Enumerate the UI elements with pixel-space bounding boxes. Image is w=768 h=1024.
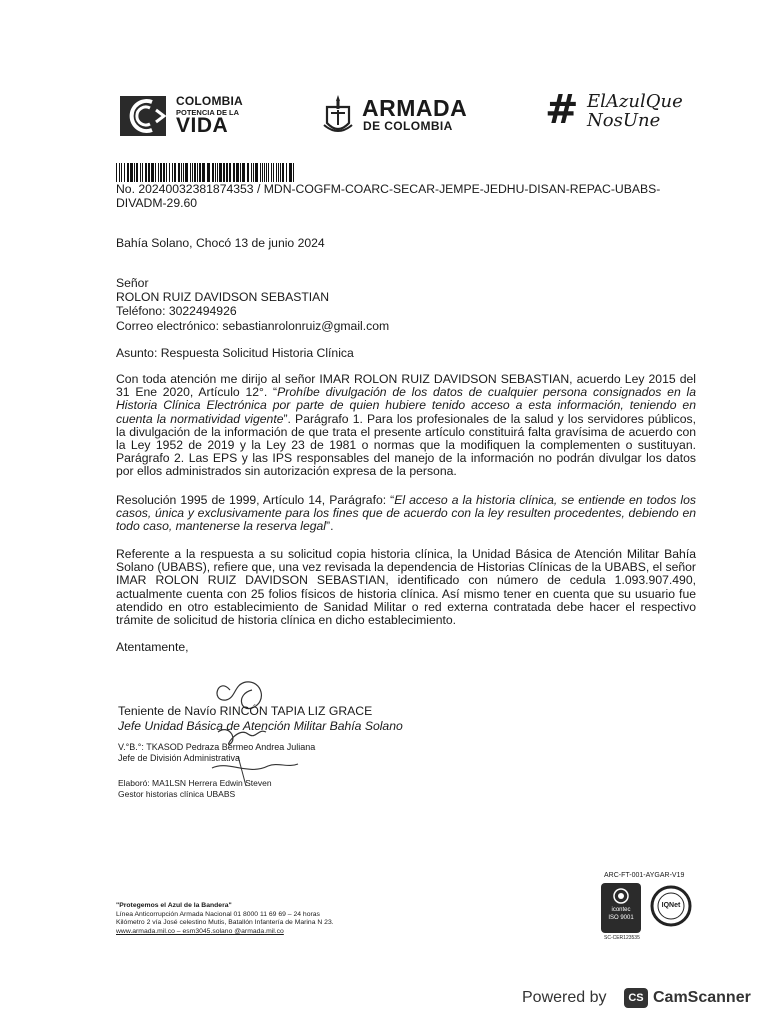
- naval-shield-icon: [322, 93, 354, 137]
- body-paragraph-1: Con toda atención me dirijo al señor IMAR ROLON RUIZ DAVIDSON SEBASTIAN, acuerdo Ley 2015 del 31 Ene 2020, Artículo 12°. “Prohíbe divulgación de los datos de cualquier persona consignados en la Historia Clínica Electrónica por parte de quien hubiere tenido acceso a esta información, teniendo en cuenta la normatividad vigente”. Parágrafo 1. Para los profesionales de la salud y los servidores públicos, la divulgación de la información de que trata el presente artículo constituirá falta gravísima de acuerdo con la Ley 1952 de 2019 y la Ley 23 de 1981 o normas que la modifiquen la complementen o sustituyan. Parágrafo 2. Las EPS y las IPS responsables del manejo de la información no podrán divulgar los datos por ellos administrados sin autorización expresa de la persona.: [116, 372, 696, 479]
- hashtag-icon: #: [545, 86, 579, 133]
- recipient-phone: Teléfono: 3022494926: [116, 304, 237, 319]
- recipient-salutation: Señor: [116, 276, 149, 290]
- recipient-block: [116, 276, 389, 333]
- body-paragraph-2: Resolución 1995 de 1999, Artículo 14, Parágrafo: “El acceso a la historia clínica, se entiende en todos los casos, única y exclusivamente para los fines que de acuerdo con la ley resulten procedentes, debiendo en todo caso, mantenerse la reserva legal”.: [116, 493, 696, 534]
- camscanner-watermark: Powered by CS CamScanner: [522, 989, 751, 1006]
- colombia-logo-mark-icon: [120, 96, 166, 136]
- body-paragraph-3: Referente a la respuesta a su solicitud copia historia clínica, la Unidad Básica de Atención Militar Bahía Solano (UBABS), refiere que, una vez revisada la dependencia de Historias Clínicas de la UBABS, el señor IMAR ROLON RUIZ DAVIDSON SEBASTIAN, identificado con número de cedula 1.093.907.490, actualmente cuenta con 25 folios físicos de historia clínica. Así mismo tener en cuenta que su usuario fue atendido en otro establecimiento de Sanidad Militar o red externa contratada debe hacer el respectivo trámite de solicitud de historia clínica en dicho establecimiento.: [116, 547, 696, 628]
- recipient-name: ROLON RUIZ DAVIDSON SEBASTIAN: [116, 290, 330, 305]
- colombia-potencia-de-la-vida-logo: COLOMBIA POTENCIA DE LA VIDA: [120, 94, 250, 138]
- subject-line: Asunto: Respuesta Solicitud Historia Clínica: [116, 346, 354, 360]
- approval-block: V.°B.°: TKASOD Pedraza Bermeo Andrea Juliana Jefe de División Administrativa: [118, 742, 316, 763]
- form-code: ARC-FT-001-AYGAR-V19: [604, 872, 685, 879]
- prepared-by-block: Elaboró: MA1LSN Herrera Edwin Steven Gestor historias clínica UBABS: [118, 778, 272, 799]
- barcode-icon: [116, 163, 294, 182]
- cert-code: SC-CER123535: [604, 935, 640, 941]
- camscanner-logo-icon: CS: [624, 988, 648, 1008]
- document-date: Bahía Solano, Chocó 13 de junio 2024: [116, 236, 325, 250]
- footer-block: "Protegemos el Azul de la Bandera" Línea Anticorrupción Armada Nacional 01 8000 11 69 69 – 24 horas Kilómetro 2 vía José celestino Mutis, Batallón Infantería de Marina N 23. www.armada.mil.co – esm3045.solano @armada.mil.co: [116, 902, 334, 935]
- icontec-label: icontec ISO 9001: [608, 907, 634, 921]
- signer-block: [118, 704, 403, 733]
- document-reference-number: No. 20240032381874353 / MDN-COGFM-COARC-SECAR-JEMPE-JEDHU-DISAN-REPAC-UBABS- DIVADM-29.60: [116, 182, 661, 211]
- iqnet-label: IQNet: [661, 902, 681, 909]
- closing-text: Atentamente,: [116, 640, 189, 654]
- el-azul-que-nos-une-logo: # ElAzulQue NosUne: [545, 86, 683, 133]
- armada-de-colombia-logo: ARMADA DE COLOMBIA: [322, 93, 482, 139]
- signer-title: Jefe Unidad Básica de Atención Militar Bahía Solano: [118, 718, 403, 733]
- signer-name: Teniente de Navío RINCÓN TAPIA LIZ GRACE: [118, 704, 373, 718]
- recipient-email: Correo electrónico: sebastianrolonruiz@gmail.com: [116, 318, 390, 333]
- footer-website-link[interactable]: www.armada.mil.co – esm3045.solano @armada.mil.co: [116, 927, 284, 935]
